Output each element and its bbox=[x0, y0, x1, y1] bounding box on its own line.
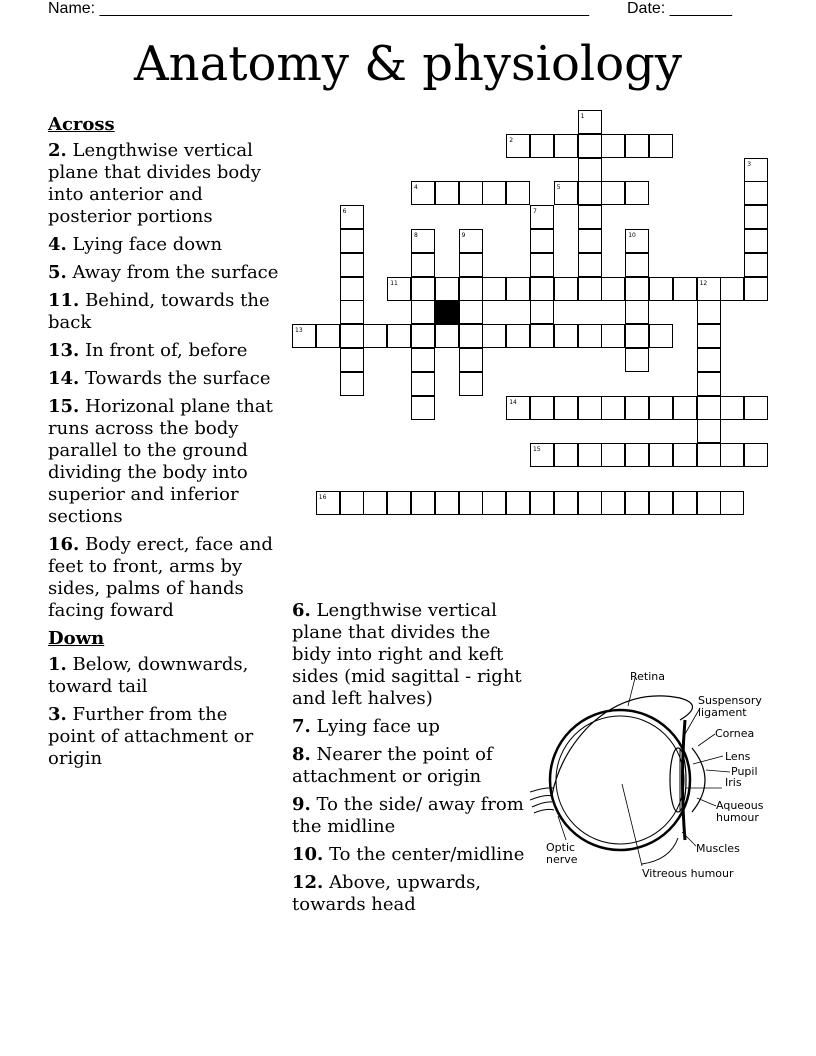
clues-across-and-down-part bbox=[48, 114, 280, 776]
down-clue bbox=[292, 872, 532, 916]
ligament-label: ligament bbox=[698, 706, 747, 719]
clue-number: 10. bbox=[292, 844, 324, 865]
crossword-cell[interactable] bbox=[720, 443, 744, 467]
cell-number: 14 bbox=[509, 398, 517, 406]
cell-number: 5 bbox=[556, 184, 561, 192]
clue-number: 7. bbox=[292, 716, 311, 737]
crossword-cell[interactable] bbox=[625, 277, 649, 301]
clue-text: Below, downwards, toward tail bbox=[48, 654, 249, 697]
suspensory-label: Suspensory bbox=[698, 694, 762, 707]
crossword-cell[interactable] bbox=[387, 277, 411, 301]
down-heading: Down bbox=[48, 628, 105, 649]
aqueous-label: Aqueous bbox=[716, 799, 764, 812]
crossword-cell[interactable] bbox=[506, 134, 530, 158]
crossword-cell[interactable] bbox=[601, 396, 625, 420]
crossword-cell[interactable] bbox=[697, 443, 721, 467]
crossword-cell[interactable] bbox=[578, 134, 602, 158]
down-clue bbox=[292, 794, 532, 838]
crossword-cell[interactable] bbox=[697, 372, 721, 396]
crossword-cell[interactable] bbox=[530, 491, 554, 515]
crossword-cell[interactable] bbox=[625, 300, 649, 324]
clue-number: 11. bbox=[48, 290, 80, 311]
crossword-cell[interactable] bbox=[340, 324, 364, 348]
crossword-cell[interactable] bbox=[625, 348, 649, 372]
crossword-cell[interactable] bbox=[744, 277, 768, 301]
crossword-cell[interactable] bbox=[625, 229, 649, 253]
crossword-cell[interactable] bbox=[340, 491, 364, 515]
clue-number: 9. bbox=[292, 794, 311, 815]
crossword-cell[interactable] bbox=[459, 372, 483, 396]
down-clue bbox=[48, 704, 280, 770]
clue-text: Behind, towards the back bbox=[48, 290, 270, 333]
pupil-label: Pupil bbox=[731, 765, 758, 778]
crossword-cell[interactable] bbox=[292, 324, 316, 348]
crossword-cell[interactable] bbox=[411, 300, 435, 324]
crossword-cell[interactable] bbox=[530, 300, 554, 324]
clue-number: 4. bbox=[48, 234, 67, 255]
crossword-cell[interactable] bbox=[697, 324, 721, 348]
crossword-cell[interactable] bbox=[720, 491, 744, 515]
retina-label: Retina bbox=[630, 670, 665, 683]
crossword-cell[interactable] bbox=[506, 491, 530, 515]
crossword-cell[interactable] bbox=[578, 396, 602, 420]
crossword-cell[interactable] bbox=[459, 324, 483, 348]
across-clue bbox=[48, 340, 280, 362]
cell-number: 9 bbox=[461, 232, 466, 239]
crossword-cell[interactable] bbox=[578, 253, 602, 277]
crossword-block-cell bbox=[435, 300, 459, 324]
crossword-cell[interactable] bbox=[506, 396, 530, 420]
crossword-cell[interactable] bbox=[435, 324, 459, 348]
cornea-label: Cornea bbox=[715, 727, 755, 740]
clue-number: 3. bbox=[48, 704, 67, 725]
cell-number: 7 bbox=[533, 208, 537, 216]
crossword-cell[interactable] bbox=[697, 277, 721, 301]
crossword-cell[interactable] bbox=[601, 134, 625, 158]
clue-number: 6. bbox=[292, 600, 311, 621]
crossword-cell[interactable] bbox=[459, 229, 483, 253]
crossword-cell[interactable] bbox=[578, 110, 602, 134]
cell-number: 10 bbox=[628, 232, 636, 239]
across-clue bbox=[48, 368, 280, 390]
crossword-cell[interactable] bbox=[340, 253, 364, 277]
crossword-cell[interactable] bbox=[625, 253, 649, 277]
crossword-cell[interactable] bbox=[506, 181, 530, 205]
crossword-cell[interactable] bbox=[720, 396, 744, 420]
vitreous-label: Vitreous humour bbox=[642, 867, 734, 880]
crossword-cell[interactable] bbox=[744, 181, 768, 205]
crossword-cell[interactable] bbox=[316, 324, 340, 348]
clue-text: Body erect, face and feet to front, arms by sides, palms of hands facing foward bbox=[48, 534, 273, 621]
crossword-cell[interactable] bbox=[340, 300, 364, 324]
crossword-cell[interactable] bbox=[578, 277, 602, 301]
clue-text: To the side/ away from the midline bbox=[292, 794, 524, 837]
crossword-cell[interactable] bbox=[459, 253, 483, 277]
crossword-cell[interactable] bbox=[411, 372, 435, 396]
crossword-cell[interactable] bbox=[411, 396, 435, 420]
crossword-cell[interactable] bbox=[459, 181, 483, 205]
crossword-cell[interactable] bbox=[411, 348, 435, 372]
crossword-cell[interactable] bbox=[601, 443, 625, 467]
crossword-cell[interactable] bbox=[482, 491, 506, 515]
crossword-cell[interactable] bbox=[411, 181, 435, 205]
clues-down-continued bbox=[292, 600, 532, 922]
crossword-cell[interactable] bbox=[601, 181, 625, 205]
crossword-cell[interactable] bbox=[554, 443, 578, 467]
cell-number: 15 bbox=[533, 446, 541, 454]
optic-label: Optic bbox=[546, 841, 576, 854]
crossword-cell[interactable] bbox=[554, 134, 578, 158]
clue-text: Towards the surface bbox=[85, 368, 271, 389]
clue-text: Lying face up bbox=[316, 716, 440, 737]
clue-text: Further from the point of attachment or origin bbox=[48, 704, 254, 769]
crossword-cell[interactable] bbox=[720, 277, 744, 301]
cell-number: 13 bbox=[295, 327, 303, 335]
crossword-cell[interactable] bbox=[744, 205, 768, 229]
crossword-cell[interactable] bbox=[459, 300, 483, 324]
clue-number: 13. bbox=[48, 340, 80, 361]
cell-number: 6 bbox=[342, 208, 347, 216]
crossword-cell[interactable] bbox=[697, 348, 721, 372]
clue-text: Nearer the point of attachment or origin bbox=[292, 744, 493, 787]
crossword-cell[interactable] bbox=[673, 491, 697, 515]
across-clue bbox=[48, 262, 280, 284]
crossword-cell[interactable] bbox=[673, 277, 697, 301]
crossword-cell[interactable] bbox=[554, 491, 578, 515]
down-clue bbox=[292, 844, 532, 866]
crossword-cell[interactable] bbox=[411, 229, 435, 253]
crossword-cell[interactable] bbox=[601, 324, 625, 348]
down-clue bbox=[292, 600, 532, 710]
crossword-cell[interactable] bbox=[387, 491, 411, 515]
crossword-cell[interactable] bbox=[459, 491, 483, 515]
crossword-cell[interactable] bbox=[459, 348, 483, 372]
clue-number: 2. bbox=[48, 140, 67, 161]
clue-number: 8. bbox=[292, 744, 311, 765]
clue-text: Lengthwise vertical plane that divides the bidy into right and keft sides (mid sagittal - right and left halves) bbox=[292, 600, 522, 709]
muscles-label: Muscles bbox=[696, 842, 740, 855]
crossword-cell[interactable] bbox=[625, 443, 649, 467]
crossword-cell[interactable] bbox=[625, 396, 649, 420]
crossword-cell[interactable] bbox=[625, 134, 649, 158]
cell-number: 4 bbox=[414, 184, 418, 192]
clue-text: Lengthwise vertical plane that divides body into anterior and posterior portions bbox=[48, 140, 261, 227]
down-clue bbox=[292, 744, 532, 788]
crossword-cell[interactable] bbox=[435, 491, 459, 515]
crossword-cell[interactable] bbox=[554, 396, 578, 420]
crossword-cell[interactable] bbox=[578, 205, 602, 229]
crossword-cell[interactable] bbox=[625, 181, 649, 205]
cell-number: 11 bbox=[390, 279, 398, 287]
crossword-cell[interactable] bbox=[578, 324, 602, 348]
crossword-cell[interactable] bbox=[649, 491, 673, 515]
crossword-cell[interactable] bbox=[554, 181, 578, 205]
crossword-cell[interactable] bbox=[530, 324, 554, 348]
crossword-cell[interactable] bbox=[601, 277, 625, 301]
crossword-cell[interactable] bbox=[411, 324, 435, 348]
eye-diagram bbox=[530, 660, 780, 890]
cell-number: 2 bbox=[509, 136, 514, 144]
iris-label: Iris bbox=[725, 776, 742, 789]
clue-number: 12. bbox=[292, 872, 324, 893]
cell-number: 3 bbox=[747, 160, 752, 168]
crossword-cell[interactable] bbox=[649, 443, 673, 467]
crossword-cell[interactable] bbox=[649, 134, 673, 158]
crossword-cell[interactable] bbox=[578, 229, 602, 253]
down-clue bbox=[292, 716, 532, 738]
date-line[interactable]: Date: _______ bbox=[627, 0, 732, 17]
across-heading: Across bbox=[48, 114, 115, 135]
crossword-cell[interactable] bbox=[744, 253, 768, 277]
crossword-cell[interactable] bbox=[340, 277, 364, 301]
crossword-cell[interactable] bbox=[530, 205, 554, 229]
clue-number: 5. bbox=[48, 262, 67, 283]
crossword-cell[interactable] bbox=[363, 491, 387, 515]
crossword-cell[interactable] bbox=[697, 300, 721, 324]
crossword-cell[interactable] bbox=[744, 443, 768, 467]
humour-label: humour bbox=[716, 811, 759, 824]
cell-number: 8 bbox=[414, 232, 418, 239]
name-line[interactable]: Name: _______________________________________________________ bbox=[48, 0, 589, 17]
crossword-cell[interactable] bbox=[578, 181, 602, 205]
clue-number: 14. bbox=[48, 368, 80, 389]
clue-text: Horizonal plane that runs across the body parallel to the ground dividing the body into superior and inferior sections bbox=[48, 396, 273, 527]
crossword-cell[interactable] bbox=[625, 324, 649, 348]
crossword-cell[interactable] bbox=[340, 348, 364, 372]
across-clue bbox=[48, 290, 280, 334]
crossword-cell[interactable] bbox=[744, 396, 768, 420]
crossword-cell[interactable] bbox=[530, 134, 554, 158]
crossword-cell[interactable] bbox=[411, 277, 435, 301]
crossword-cell[interactable] bbox=[649, 324, 673, 348]
crossword-cell[interactable] bbox=[697, 396, 721, 420]
crossword-cell[interactable] bbox=[673, 443, 697, 467]
crossword-cell[interactable] bbox=[554, 277, 578, 301]
clue-text: In front of, before bbox=[85, 340, 248, 361]
across-clue bbox=[48, 534, 280, 622]
crossword-cell[interactable] bbox=[435, 181, 459, 205]
crossword-cell[interactable] bbox=[578, 443, 602, 467]
crossword-cell[interactable] bbox=[387, 324, 411, 348]
clue-text: To the center/midline bbox=[329, 844, 525, 865]
nerve-label: nerve bbox=[546, 853, 578, 866]
crossword-cell[interactable] bbox=[697, 491, 721, 515]
crossword-cell[interactable] bbox=[649, 277, 673, 301]
across-clue bbox=[48, 234, 280, 256]
clue-text: Above, upwards, towards head bbox=[292, 872, 482, 915]
down-clue bbox=[48, 654, 280, 698]
crossword-cell[interactable] bbox=[506, 277, 530, 301]
clue-text: Lying face down bbox=[72, 234, 223, 255]
crossword-cell[interactable] bbox=[411, 253, 435, 277]
crossword-cell[interactable] bbox=[530, 396, 554, 420]
clue-number: 16. bbox=[48, 534, 80, 555]
crossword-cell[interactable] bbox=[482, 324, 506, 348]
crossword-cell[interactable] bbox=[554, 324, 578, 348]
crossword-cell[interactable] bbox=[578, 158, 602, 182]
crossword-cell[interactable] bbox=[744, 229, 768, 253]
cell-number: 1 bbox=[580, 113, 585, 120]
crossword-cell[interactable] bbox=[340, 372, 364, 396]
crossword-cell[interactable] bbox=[316, 491, 340, 515]
crossword-cell[interactable] bbox=[435, 277, 459, 301]
crossword-cell[interactable] bbox=[530, 277, 554, 301]
crossword-cell[interactable] bbox=[601, 491, 625, 515]
crossword-cell[interactable] bbox=[673, 396, 697, 420]
crossword-cell[interactable] bbox=[459, 277, 483, 301]
crossword-cell[interactable] bbox=[530, 229, 554, 253]
crossword-cell[interactable] bbox=[530, 443, 554, 467]
crossword-cell[interactable] bbox=[482, 277, 506, 301]
across-clue bbox=[48, 140, 280, 228]
page-title: Anatomy & physiology bbox=[134, 36, 682, 92]
crossword-cell[interactable] bbox=[340, 229, 364, 253]
crossword-cell[interactable] bbox=[506, 324, 530, 348]
clue-text: Away from the surface bbox=[72, 262, 279, 283]
lens-label: Lens bbox=[725, 750, 751, 763]
crossword-cell[interactable] bbox=[744, 158, 768, 182]
cell-number: 12 bbox=[699, 279, 708, 287]
crossword-cell[interactable] bbox=[530, 253, 554, 277]
across-clue bbox=[48, 396, 280, 528]
crossword-cell[interactable] bbox=[697, 419, 721, 443]
crossword-cell[interactable] bbox=[363, 324, 387, 348]
crossword-cell[interactable] bbox=[625, 491, 649, 515]
crossword-cell[interactable] bbox=[578, 491, 602, 515]
crossword-cell[interactable] bbox=[649, 396, 673, 420]
clue-number: 1. bbox=[48, 654, 67, 675]
cell-number: 16 bbox=[318, 493, 327, 501]
crossword-cell[interactable] bbox=[340, 205, 364, 229]
crossword-cell[interactable] bbox=[411, 491, 435, 515]
clue-number: 15. bbox=[48, 396, 80, 417]
crossword-cell[interactable] bbox=[482, 181, 506, 205]
